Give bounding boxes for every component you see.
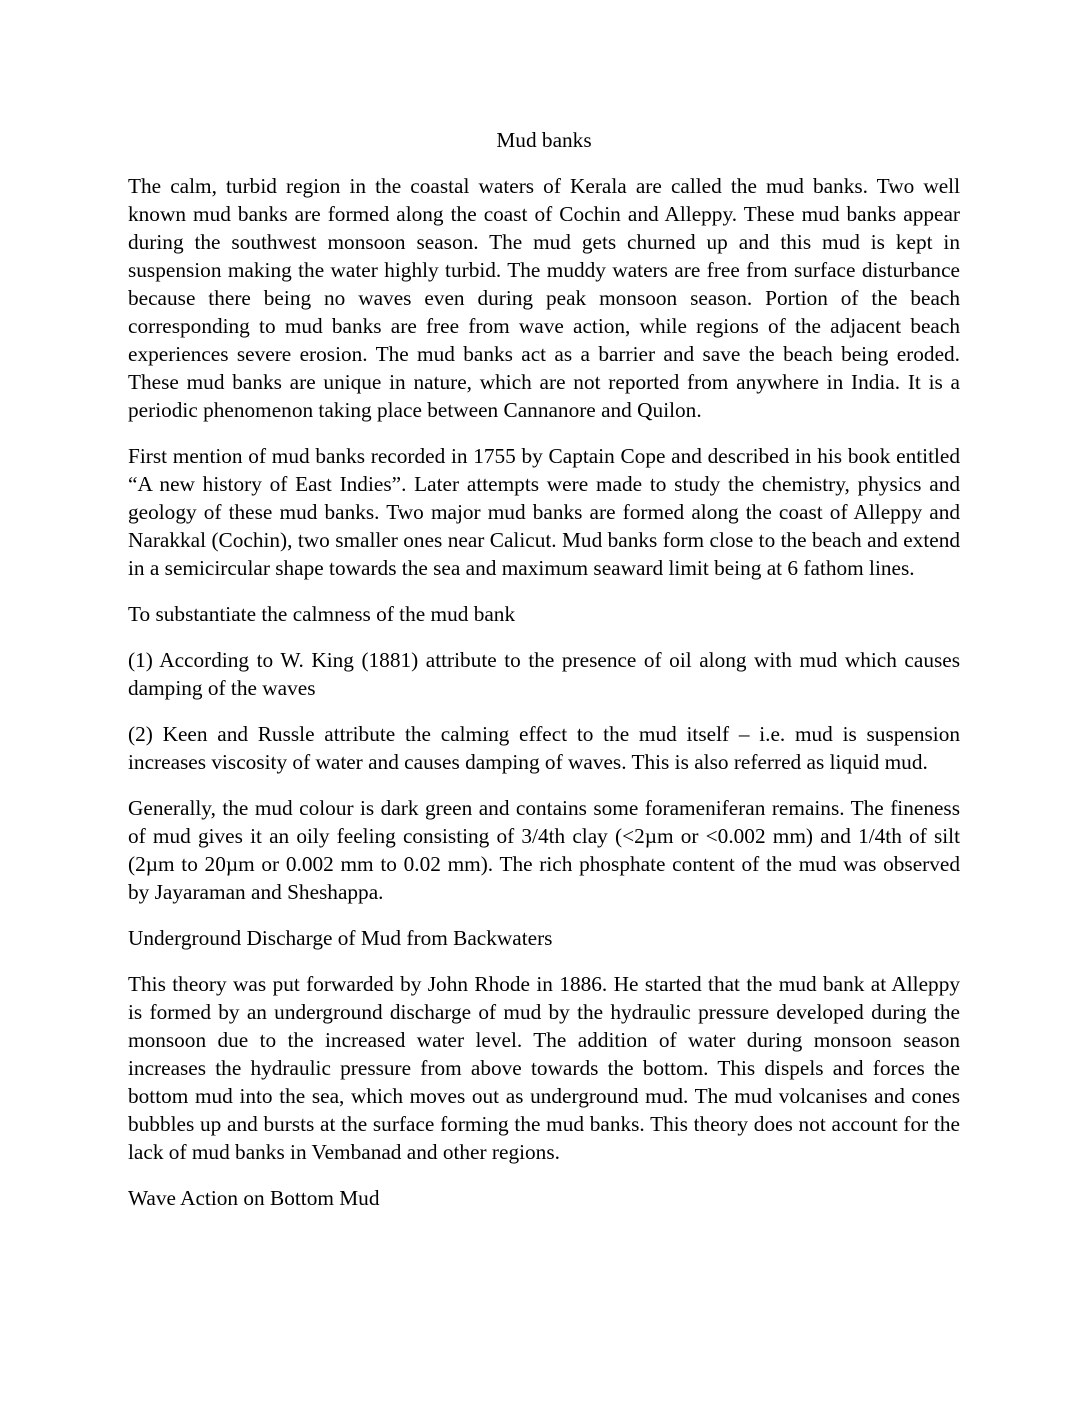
paragraph-point-2-keen-russle-theory: (2) Keen and Russle attribute the calming effect to the mud itself – i.e. mud is suspension increases viscosity of water and causes damping of waves. This is also referred as liquid mud.	[128, 722, 960, 774]
heading-wave-action-bottom-mud: Wave Action on Bottom Mud	[128, 1186, 380, 1210]
paragraph-substantiate-calmness: To substantiate the calmness of the mud bank	[128, 602, 516, 626]
paragraph-john-rhode-theory: This theory was put forwarded by John Rhode in 1886. He started that the mud bank at Alleppy is formed by an underground discharge of mud by the hydraulic pressure developed during the monsoon due to the increased water level. The addition of water during monsoon season increases the hydraulic pressure from above towards the bottom. This dispels and forces the bottom mud into the sea, which moves out as underground mud. The mud volcanises and cones bubbles up and bursts at the surface forming the mud banks. This theory does not account for the lack of mud banks in Vembanad and other regions.	[128, 972, 960, 1164]
paragraph-first-mention-history: First mention of mud banks recorded in 1755 by Captain Cope and described in his book entitled “A new history of East Indies”. Later attempts were made to study the chemistry, physics and geology of these mud banks. Two major mud banks are formed along the coast of Alleppy and Narakkal (Cochin), two smaller ones near Calicut. Mud banks form close to the beach and extend in a semicircular shape towards the sea and maximum seaward limit being at 6 fathom lines.	[128, 444, 960, 580]
heading-underground-discharge: Underground Discharge of Mud from Backwaters	[128, 926, 553, 950]
paragraph-intro-mud-banks: The calm, turbid region in the coastal waters of Kerala are called the mud banks. Two well known mud banks are formed along the coast of Cochin and Alleppy. These mud banks appear during the southwest monsoon season. The mud gets churned up and this mud is kept in suspension making the water highly turbid. The muddy waters are free from surface disturbance because there being no waves even during peak monsoon season. Portion of the beach corresponding to mud banks are free from wave action, while regions of the adjacent beach experiences severe erosion. The mud banks act as a barrier and save the beach being eroded. These mud banks are unique in nature, which are not reported from anywhere in India. It is a periodic phenomenon taking place between Cannanore and Quilon.	[128, 174, 960, 422]
document-title: Mud banks	[496, 128, 592, 152]
paragraph-mud-composition: Generally, the mud colour is dark green and contains some forameniferan remains. The fineness of mud gives it an oily feeling consisting of 3/4th clay (<2µm or <0.002 mm) and 1/4th of silt (2µm to 20µm or 0.002 mm to 0.02 mm). The rich phosphate content of the mud was observed by Jayaraman and Sheshappa.	[128, 796, 960, 904]
paragraph-point-1-king-oil-theory: (1) According to W. King (1881) attribute to the presence of oil along with mud which causes damping of the waves	[128, 648, 960, 700]
